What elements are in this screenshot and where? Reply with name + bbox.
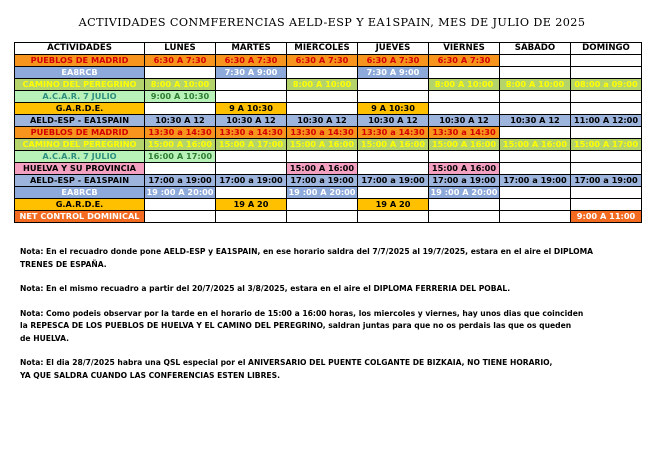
activity-cell: PUEBLOS DE MADRID [15, 55, 145, 67]
schedule-cell [145, 67, 216, 79]
schedule-cell [500, 103, 571, 115]
schedule-cell: 6:30 A 7:30 [287, 55, 358, 67]
schedule-cell: 15:00 A 16:00 [358, 139, 429, 151]
schedule-cell: 15:00 A 16:00 [287, 139, 358, 151]
header-cell: JUEVES [358, 43, 429, 55]
table-row [15, 91, 642, 103]
activity-cell: EA8RCB [15, 67, 145, 79]
schedule-cell [358, 163, 429, 175]
activity-cell: CAMINO DEL PEREGRINO [15, 139, 145, 151]
schedule-cell [429, 91, 500, 103]
schedule-cell: 15:00 A 16:00 [429, 163, 500, 175]
schedule-cell [500, 187, 571, 199]
schedule-cell: 15:00 A 17:00 [216, 139, 287, 151]
schedule-cell [287, 67, 358, 79]
schedule-cell [358, 79, 429, 91]
schedule-cell [500, 199, 571, 211]
schedule-cell: 19 :00 A 20:00 [288, 187, 356, 197]
schedule-cell: 10:30 A 12 [216, 115, 287, 127]
schedule-cell: 13:30 a 14:30 [429, 127, 500, 139]
schedule-cell [429, 199, 500, 211]
schedule-cell [358, 211, 429, 223]
table-row [15, 151, 642, 163]
schedule-cell: 17:00 a 19:00 [500, 175, 571, 187]
schedule-cell: 19 A 20 [358, 199, 429, 211]
schedule-cell [500, 55, 571, 67]
schedule-cell [216, 163, 287, 175]
schedule-cell: 17:00 a 19:00 [429, 175, 500, 187]
schedule-cell [429, 67, 500, 79]
header-cell: MARTES [216, 43, 287, 55]
schedule-cell [571, 127, 642, 139]
schedule-cell [571, 163, 642, 175]
schedule-table [14, 42, 642, 223]
schedule-cell: 10:30 A 12 [429, 115, 500, 127]
schedule-cell: 19 :00 A 20:00 [430, 187, 498, 197]
activity-cell: CAMINO DEL PEREGRINO [15, 79, 145, 91]
schedule-cell: 13:30 a 14:30 [358, 127, 429, 139]
table-row [15, 55, 642, 67]
table-row [15, 211, 642, 223]
schedule-cell: 10:30 A 12 [358, 115, 429, 127]
schedule-cell: 10:30 A 12 [145, 115, 216, 127]
activity-cell: NET CONTROL DOMINICAL [15, 211, 145, 223]
note-text: Nota: Como podeis observar por la tarde en el horario de 15:00 a 16:00 horas, los miercoles y viernes, hay unos dias que coinciden la REPESCA DE LOS PUEBLOS DE HUELVA Y EL CAMINO DEL PEREGRINO, saldran juntas para que no os perdais las que os queden de HUELVA. [20, 308, 584, 343]
schedule-cell: 6:30 A 7:30 [429, 55, 500, 67]
table-row [15, 79, 642, 91]
header-cell: ACTIVIDADES [15, 43, 145, 55]
schedule-cell [287, 211, 358, 223]
schedule-cell: 15:00 A 16:00 [145, 139, 216, 151]
schedule-cell: 17:00 a 19:00 [216, 175, 287, 187]
schedule-cell: 15:00 A 16:00 [500, 139, 571, 151]
schedule-cell [500, 151, 571, 163]
schedule-cell: 17:00 a 19:00 [358, 175, 429, 187]
schedule-cell: 10:30 A 12 [287, 115, 358, 127]
schedule-cell: 17:00 a 19:00 [145, 175, 216, 187]
activity-cell: PUEBLOS DE MADRID [15, 127, 145, 139]
schedule-cell [429, 211, 500, 223]
schedule-cell: 15:00 A 17:00 [571, 139, 642, 151]
activity-cell: A.C.A.R. 7 JULIO [15, 91, 145, 103]
note-text: Nota: En el mismo recuadro a partir del 20/7/2025 al 3/8/2025, estara en el aire el DIPLOMA FERRERIA DEL POBAL. [20, 284, 511, 293]
schedule-cell [216, 187, 287, 199]
schedule-cell: 9:00 A 11:00 [571, 211, 642, 223]
schedule-cell [571, 67, 642, 79]
activity-cell: AELD-ESP - EA1SPAIN [15, 175, 145, 187]
activity-cell: AELD-ESP - EA1SPAIN [15, 115, 145, 127]
activity-cell: HUELVA Y SU PROVINCIA [15, 163, 145, 175]
schedule-cell: 10:30 A 12 [500, 115, 571, 127]
schedule-cell: 11:00 A 12:00 [571, 115, 642, 127]
schedule-cell [216, 79, 287, 91]
schedule-cell: 17:00 a 19:00 [287, 175, 358, 187]
note-text: Nota: El dia 28/7/2025 habra una QSL especial por el ANIVERSARIO DEL PUENTE COLGANTE DE BIZKAIA, NO TIENE HORARIO, YA QUE SALDRA CUANDO LAS CONFERENCIAS ESTEN LIBRES. [20, 358, 553, 380]
schedule-cell: 6:30 A 7:30 [216, 55, 287, 67]
schedule-cell: 8:00 A 10:00 [287, 79, 358, 91]
schedule-cell [500, 91, 571, 103]
schedule-cell [145, 163, 216, 175]
schedule-cell: 8:00 A 10:00 [500, 79, 571, 91]
header-cell: LUNES [145, 43, 216, 55]
schedule-cell: 9:00 A 10:30 [145, 91, 216, 103]
schedule-cell [571, 151, 642, 163]
schedule-cell: 9 A 10:30 [216, 103, 287, 115]
header-cell: MIERCOLES [287, 43, 358, 55]
schedule-cell [500, 163, 571, 175]
schedule-cell: 7:30 A 9:00 [216, 67, 287, 79]
schedule-cell [500, 67, 571, 79]
notes-section [20, 246, 650, 394]
schedule-cell: 19 A 20 [216, 199, 287, 211]
table-row [15, 187, 642, 199]
schedule-cell [145, 199, 216, 211]
activity-cell: G.A.R.D.E. [15, 103, 145, 115]
schedule-cell: 6:30 A 7:30 [358, 55, 429, 67]
table-row [15, 67, 642, 79]
schedule-cell [287, 199, 358, 211]
schedule-cell [358, 151, 429, 163]
table-row [15, 103, 642, 115]
header-cell: SABADO [500, 43, 571, 55]
table-row [15, 199, 642, 211]
schedule-cell: 6:30 A 7:30 [145, 55, 216, 67]
schedule-cell [500, 211, 571, 223]
header-row [15, 43, 642, 55]
table-row [15, 175, 642, 187]
schedule-cell: 17:00 a 19:00 [571, 175, 642, 187]
schedule-cell [500, 127, 571, 139]
schedule-cell: 15:00 A 16:00 [287, 163, 358, 175]
activity-cell: G.A.R.D.E. [15, 199, 145, 211]
schedule-cell [287, 91, 358, 103]
schedule-cell: 8:00 A 10:00 [429, 79, 500, 91]
table-row [15, 115, 642, 127]
note-text: Nota: En el recuadro donde pone AELD-ESP y EA1SPAIN, en ese horario saldra del 7/7/2025 al 19/7/2025, estara en el aire el DIPLOMA TRENES DE ESPAÑA. [20, 247, 594, 269]
schedule-cell [571, 199, 642, 211]
schedule-cell: 13:30 a 14:30 [287, 127, 358, 139]
schedule-cell: 15:00 A 16:00 [429, 139, 500, 151]
page-title: ACTIVIDADES CONMFERENCIAS AELD-ESP Y EA1SPAIN, MES DE JULIO DE 2025 [78, 16, 586, 29]
activity-cell: A.C.A.R. 7 JULIO [15, 151, 145, 163]
schedule-cell [216, 91, 287, 103]
schedule-cell: 9 A 10:30 [358, 103, 429, 115]
schedule-cell [145, 103, 216, 115]
schedule-cell [571, 103, 642, 115]
schedule-cell: 13:30 a 14:30 [145, 127, 216, 139]
schedule-cell: 08:00 a 09:00 [571, 79, 642, 91]
schedule-cell [429, 103, 500, 115]
table-row [15, 163, 642, 175]
schedule-cell [287, 103, 358, 115]
schedule-cell [358, 91, 429, 103]
schedule-cell [287, 151, 358, 163]
schedule-cell: 16:00 A 17:00 [145, 151, 216, 163]
activity-cell: EA8RCB [15, 187, 145, 199]
schedule-cell [216, 151, 287, 163]
schedule-cell: 7:30 A 9:00 [358, 67, 429, 79]
schedule-cell: 13:30 a 14:30 [216, 127, 287, 139]
schedule-cell [216, 211, 287, 223]
schedule-cell [429, 151, 500, 163]
schedule-cell: 19 :00 A 20:00 [146, 187, 214, 197]
header-cell: VIERNES [429, 43, 500, 55]
table-row [15, 139, 642, 151]
schedule-cell [571, 91, 642, 103]
table-row [15, 127, 642, 139]
schedule-cell [571, 55, 642, 67]
schedule-cell [358, 187, 429, 199]
schedule-cell [145, 211, 216, 223]
header-cell: DOMINGO [571, 43, 642, 55]
schedule-cell [571, 187, 642, 199]
schedule-cell: 8:00 A 10:00 [145, 79, 216, 91]
